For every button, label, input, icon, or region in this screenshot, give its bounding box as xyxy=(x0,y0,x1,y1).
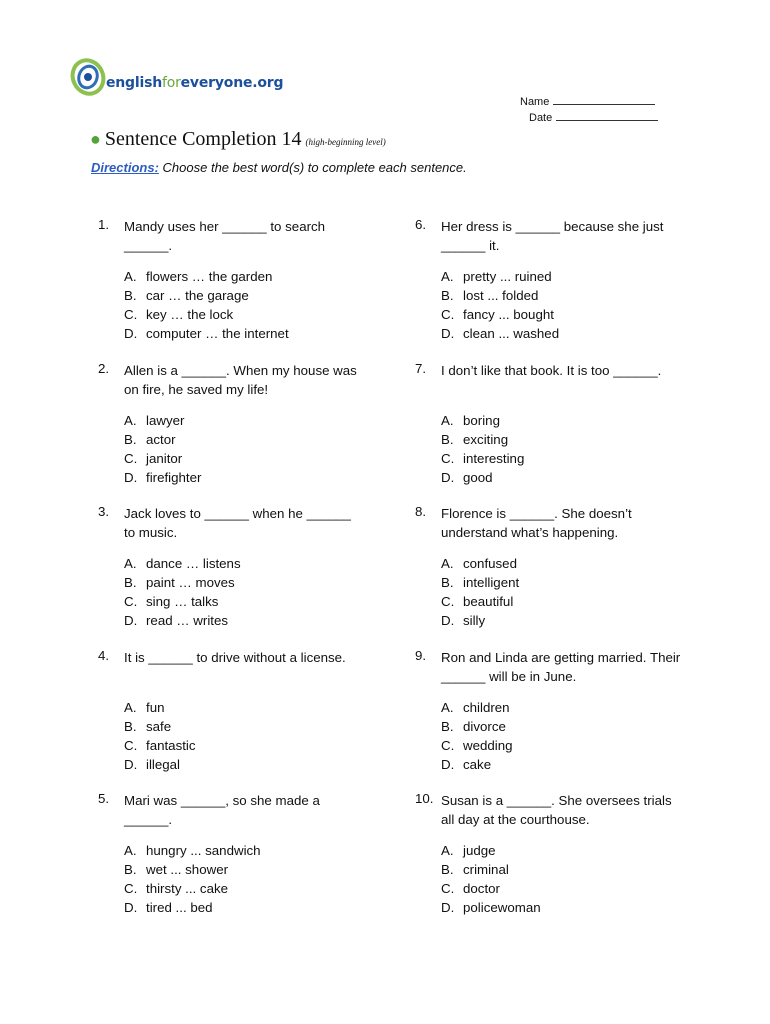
answer-option[interactable] xyxy=(441,736,513,755)
option-letter: B. xyxy=(124,862,137,877)
option-letter: A. xyxy=(441,843,454,858)
option-text: car … the garage xyxy=(146,288,249,303)
answer-option[interactable] xyxy=(441,879,541,898)
option-letter: C. xyxy=(124,594,138,609)
answer-option[interactable] xyxy=(124,879,261,898)
option-text: good xyxy=(463,469,493,485)
answer-option[interactable] xyxy=(441,468,524,487)
option-text: fancy ... bought xyxy=(463,307,554,322)
answer-options xyxy=(124,841,261,917)
date-row xyxy=(529,110,658,126)
option-letter: B. xyxy=(124,718,137,734)
option-letter: D. xyxy=(441,613,455,628)
title-text: Sentence Completion 14 xyxy=(104,128,302,150)
bullet-icon: ● xyxy=(90,129,101,149)
answer-option[interactable] xyxy=(441,324,559,343)
option-text: fantastic xyxy=(146,737,196,753)
option-letter: D. xyxy=(441,756,455,772)
option-text: policewoman xyxy=(463,900,541,915)
answer-option[interactable] xyxy=(441,573,519,592)
answer-option[interactable] xyxy=(124,554,241,573)
question-item xyxy=(98,504,368,648)
question-text: I don’t like that book. It is too ______. xyxy=(441,362,662,378)
globe-logo-icon xyxy=(70,55,110,99)
question-text: Her dress is ______ because she just ______ it. xyxy=(441,219,664,253)
option-text: criminal xyxy=(463,862,509,877)
option-text: beautiful xyxy=(463,594,514,609)
answer-option[interactable] xyxy=(124,736,196,755)
site-logo[interactable] xyxy=(70,55,290,105)
option-letter: D. xyxy=(124,900,138,915)
date-blank-line[interactable] xyxy=(556,111,658,121)
question-number: 10. xyxy=(415,791,434,806)
answer-option[interactable] xyxy=(441,554,519,573)
question-item xyxy=(415,791,685,935)
question-item xyxy=(415,648,685,792)
answer-option[interactable] xyxy=(124,860,261,879)
answer-option[interactable] xyxy=(441,411,524,430)
question-item xyxy=(98,217,368,361)
question-text: It is ______ to drive without a license. xyxy=(124,649,346,665)
question-item xyxy=(98,791,368,935)
option-letter: C. xyxy=(124,737,138,753)
option-letter: A. xyxy=(441,699,454,715)
answer-option[interactable] xyxy=(124,286,289,305)
option-text: lawyer xyxy=(146,412,185,428)
answer-options xyxy=(441,411,524,487)
option-text: firefighter xyxy=(146,469,202,485)
answer-option[interactable] xyxy=(124,755,196,774)
option-text: judge xyxy=(463,843,496,858)
option-text: doctor xyxy=(463,881,500,896)
answer-option[interactable] xyxy=(441,449,524,468)
answer-option[interactable] xyxy=(441,430,524,449)
question-text: Allen is a ______. When my house was on fire, he saved my life! xyxy=(124,362,357,397)
question-number: 3. xyxy=(98,504,110,519)
answer-option[interactable] xyxy=(124,449,201,468)
answer-option[interactable] xyxy=(441,698,513,717)
option-text: interesting xyxy=(463,450,525,466)
answer-options xyxy=(441,554,519,630)
answer-option[interactable] xyxy=(124,898,261,917)
name-label: Name xyxy=(520,96,550,108)
question-number: 8. xyxy=(415,504,427,519)
logo-text-english: english xyxy=(106,75,162,91)
option-letter: D. xyxy=(441,326,455,341)
option-text: illegal xyxy=(146,756,181,772)
option-letter: C. xyxy=(441,881,455,896)
option-letter: C. xyxy=(441,594,455,609)
option-text: read … writes xyxy=(146,613,229,628)
question-number: 6. xyxy=(415,217,427,232)
directions-label: Directions: xyxy=(91,160,159,175)
question-number: 2. xyxy=(98,360,110,376)
option-letter: A. xyxy=(124,269,137,284)
option-text: tired ... bed xyxy=(146,900,213,915)
option-text: confused xyxy=(463,556,517,571)
answer-option[interactable] xyxy=(124,468,201,487)
option-letter: B. xyxy=(441,288,454,303)
option-letter: A. xyxy=(124,556,137,571)
question-number: 4. xyxy=(98,647,110,663)
option-text: actor xyxy=(146,431,176,447)
question-text: Mandy uses her ______ to search ______. xyxy=(124,219,326,253)
option-letter: B. xyxy=(441,862,454,877)
answer-option[interactable] xyxy=(124,698,196,717)
name-date-block xyxy=(520,94,658,126)
answer-option[interactable] xyxy=(441,286,559,305)
question-text: Ron and Linda are getting married. Their ______ will be in June. xyxy=(441,649,681,684)
option-text: key … the lock xyxy=(146,307,234,322)
question-number: 9. xyxy=(415,647,427,663)
option-text: cake xyxy=(463,756,492,772)
logo-text xyxy=(106,75,283,91)
answer-option[interactable] xyxy=(124,267,289,286)
answer-option[interactable] xyxy=(441,267,559,286)
directions-text: Choose the best word(s) to complete each sentence. xyxy=(162,160,467,175)
option-letter: B. xyxy=(441,718,454,734)
option-letter: B. xyxy=(124,288,137,303)
name-blank-line[interactable] xyxy=(553,95,655,105)
question-number: 7. xyxy=(415,360,427,376)
option-text: paint … moves xyxy=(146,575,235,590)
option-text: thirsty ... cake xyxy=(146,881,229,896)
option-text: boring xyxy=(463,412,500,428)
question-text: Mari was ______, so she made a ______. xyxy=(124,793,320,827)
name-row xyxy=(520,94,658,110)
directions xyxy=(91,160,467,175)
answer-option[interactable] xyxy=(124,573,241,592)
option-text: sing … talks xyxy=(146,594,219,609)
answer-options xyxy=(124,554,241,630)
logo-text-domain: everyone.org xyxy=(180,75,284,91)
option-letter: C. xyxy=(441,737,455,753)
answer-option[interactable] xyxy=(124,717,196,736)
option-letter: A. xyxy=(441,412,454,428)
option-letter: C. xyxy=(124,307,138,322)
option-letter: D. xyxy=(124,756,138,772)
answer-option[interactable] xyxy=(124,841,261,860)
option-text: children xyxy=(463,699,510,715)
answer-option[interactable] xyxy=(441,755,513,774)
option-text: intelligent xyxy=(463,575,520,590)
question-number: 1. xyxy=(98,217,110,232)
answer-option[interactable] xyxy=(441,717,513,736)
answer-option[interactable] xyxy=(124,324,289,343)
option-letter: B. xyxy=(441,431,454,447)
option-letter: A. xyxy=(124,699,137,715)
option-text: clean ... washed xyxy=(463,326,560,341)
question-item xyxy=(98,361,368,505)
question-item xyxy=(415,217,685,361)
answer-option[interactable] xyxy=(124,411,201,430)
option-letter: A. xyxy=(124,412,137,428)
option-text: divorce xyxy=(463,718,506,734)
option-letter: A. xyxy=(441,556,454,571)
answer-options xyxy=(441,698,513,774)
answer-option[interactable] xyxy=(124,430,201,449)
option-text: exciting xyxy=(463,431,509,447)
option-text: wedding xyxy=(463,737,513,753)
question-item xyxy=(415,504,685,648)
option-letter: B. xyxy=(441,575,454,590)
question-text: Jack loves to ______ when he ______ to music. xyxy=(124,506,351,540)
answer-options xyxy=(124,411,201,487)
date-label: Date xyxy=(529,112,553,124)
answer-options xyxy=(441,267,559,343)
answer-option[interactable] xyxy=(441,611,519,630)
option-letter: A. xyxy=(441,269,454,284)
worksheet-title xyxy=(90,128,386,151)
answer-options xyxy=(441,841,541,917)
answer-option[interactable] xyxy=(441,841,541,860)
option-text: computer … the internet xyxy=(146,326,289,341)
answer-option[interactable] xyxy=(441,592,519,611)
question-number: 5. xyxy=(98,791,110,806)
option-letter: C. xyxy=(441,307,455,322)
option-letter: C. xyxy=(124,881,138,896)
option-text: safe xyxy=(146,718,172,734)
option-text: pretty ... ruined xyxy=(463,269,552,284)
answer-option[interactable] xyxy=(441,898,541,917)
option-letter: B. xyxy=(124,431,137,447)
option-letter: D. xyxy=(441,900,455,915)
option-letter: D. xyxy=(124,326,138,341)
option-letter: C. xyxy=(441,450,455,466)
question-text: Susan is a ______. She oversees trials all day at the courthouse. xyxy=(441,793,672,827)
question-item xyxy=(98,648,368,792)
option-letter: C. xyxy=(124,450,138,466)
answer-option[interactable] xyxy=(124,611,241,630)
option-text: fun xyxy=(146,699,165,715)
option-letter: A. xyxy=(124,843,137,858)
option-letter: D. xyxy=(124,613,138,628)
option-text: lost ... folded xyxy=(463,288,539,303)
option-text: silly xyxy=(463,613,486,628)
level-text: (high-beginning level) xyxy=(305,137,386,147)
logo-text-for: for xyxy=(161,75,181,91)
questions-column-left xyxy=(98,217,368,935)
option-letter: B. xyxy=(124,575,137,590)
answer-options xyxy=(124,698,196,774)
question-text: Florence is ______. She doesn’t understand what’s happening. xyxy=(441,506,632,540)
option-text: wet ... shower xyxy=(146,862,229,877)
answer-option[interactable] xyxy=(124,592,241,611)
option-text: flowers … the garden xyxy=(146,269,273,284)
option-letter: D. xyxy=(124,469,138,485)
option-letter: D. xyxy=(441,469,455,485)
answer-option[interactable] xyxy=(441,860,541,879)
answer-option[interactable] xyxy=(124,305,289,324)
questions-column-right xyxy=(415,217,685,935)
answer-options xyxy=(124,267,289,343)
option-text: janitor xyxy=(146,450,183,466)
answer-option[interactable] xyxy=(441,305,559,324)
question-item xyxy=(415,361,685,505)
option-text: dance … listens xyxy=(146,556,241,571)
option-text: hungry ... sandwich xyxy=(146,843,261,858)
